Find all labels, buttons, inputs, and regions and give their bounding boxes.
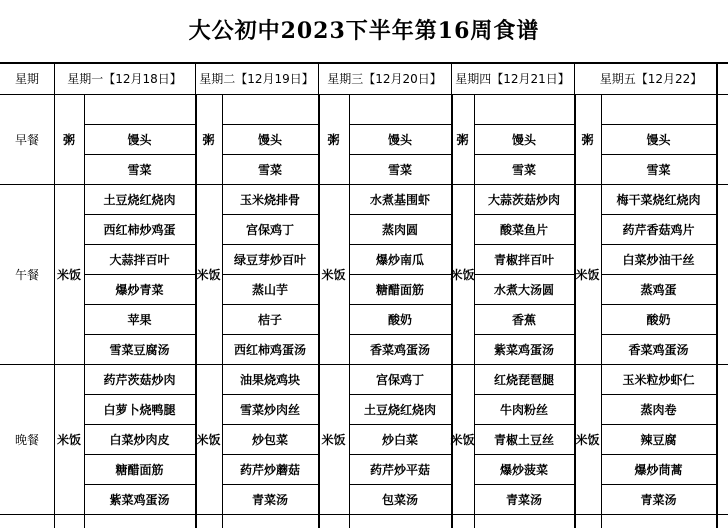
dish-cell: 玉米粒炒虾仁: [622, 372, 695, 387]
dish-cell: 馒头: [646, 132, 671, 147]
dish-cell: 大蒜茨菇炒肉: [487, 192, 560, 207]
dish-cell: 爆炒南瓜: [375, 252, 424, 267]
dish-cell: 油果烧鸡块: [239, 372, 300, 387]
dish-cell: 糖醋面筋: [115, 462, 164, 477]
dish-cell: 绿豆芽炒百叶: [233, 252, 306, 267]
dish-cell: 青椒土豆丝: [493, 432, 554, 447]
staple-cell: 米饭: [575, 267, 600, 282]
grid-line: [0, 514, 728, 515]
dish-cell: 爆炒青菜: [115, 282, 164, 297]
header-day: 星期三【12月20日】: [327, 71, 442, 86]
dish-cell: 雪菜: [127, 162, 152, 177]
dish-cell: 馒头: [511, 132, 536, 147]
page-title: 大公初中2023下半年第16周食谱: [188, 18, 540, 44]
staple-cell: 粥: [202, 132, 215, 147]
dish-cell: 辣豆腐: [640, 432, 677, 447]
dish-cell: 药芹茨菇炒肉: [103, 372, 176, 387]
dish-cell: 酸奶: [387, 312, 412, 327]
dish-cell: 红烧琵琶腿: [493, 372, 554, 387]
dish-cell: 玉米烧排骨: [239, 192, 300, 207]
dish-cell: 爆炒菠菜: [499, 462, 548, 477]
dish-cell: 馒头: [257, 132, 282, 147]
dish-cell: 雪菜: [511, 162, 536, 177]
staple-cell: 米饭: [56, 267, 81, 282]
dish-cell: 香蕉: [511, 312, 536, 327]
dish-cell: 包菜汤: [381, 492, 418, 507]
header-day: 星期二【12月19日】: [199, 71, 314, 86]
dish-cell: 雪菜: [646, 162, 671, 177]
dish-cell: 药芹炒平菇: [369, 462, 430, 477]
dish-cell: 炒包菜: [251, 432, 288, 447]
staple-cell: 粥: [456, 132, 469, 147]
dish-cell: [349, 94, 451, 124]
dish-cell: 水煮大汤圆: [493, 282, 554, 297]
dish-cell: [222, 94, 318, 124]
meal-label-0: 早餐: [14, 132, 39, 147]
dish-cell: 雪菜炒肉丝: [239, 402, 300, 417]
dish-cell: 酸菜鱼片: [499, 222, 548, 237]
staple-cell: 米饭: [321, 432, 346, 447]
grid-line: [0, 62, 728, 64]
header-day: 星期一【12月18日】: [67, 71, 182, 86]
dish-cell: 青椒拌百叶: [493, 252, 554, 267]
dish-cell: 香菜鸡蛋汤: [369, 342, 430, 357]
dish-cell: 宫保鸡丁: [245, 222, 294, 237]
dish-cell: 雪菜豆腐汤: [109, 342, 170, 357]
dish-cell: 药芹炒蘑菇: [239, 462, 300, 477]
dish-cell: 桔子: [257, 312, 282, 327]
staple-cell: 米饭: [196, 267, 221, 282]
dish-cell: 苹果: [127, 312, 152, 327]
dish-cell: 梅干菜烧红烧肉: [616, 192, 701, 207]
staple-cell: 粥: [327, 132, 340, 147]
dish-cell: 宫保鸡丁: [375, 372, 424, 387]
meal-label-2: 晚餐: [14, 432, 39, 447]
dish-cell: 牛肉粉丝: [499, 402, 548, 417]
staple-cell: 米饭: [321, 267, 346, 282]
dish-cell: 雪菜: [387, 162, 412, 177]
dish-cell: 白菜炒油干丝: [622, 252, 695, 267]
grid-line: [716, 62, 718, 528]
dish-cell: 爆炒茼蒿: [634, 462, 683, 477]
dish-cell: [601, 94, 716, 124]
dish-cell: 雪菜: [257, 162, 282, 177]
dish-cell: 糖醋面筋: [375, 282, 424, 297]
dish-cell: 馒头: [387, 132, 412, 147]
dish-cell: 白菜炒肉皮: [109, 432, 170, 447]
dish-cell: 蒸肉卷: [640, 402, 677, 417]
dish-cell: 酸奶: [646, 312, 671, 327]
dish-cell: [84, 94, 195, 124]
dish-cell: 馒头: [127, 132, 152, 147]
dish-cell: 土豆烧红烧肉: [363, 402, 436, 417]
staple-cell: 米饭: [450, 432, 475, 447]
dish-cell: 蒸鸡蛋: [640, 282, 677, 297]
header-period-label: 星期: [14, 71, 39, 86]
dish-cell: 青菜汤: [640, 492, 677, 507]
dish-cell: 西红柿鸡蛋汤: [233, 342, 306, 357]
dish-cell: 香菜鸡蛋汤: [628, 342, 689, 357]
staple-cell: 粥: [581, 132, 594, 147]
meal-label-1: 午餐: [14, 267, 39, 282]
staple-cell: 米饭: [450, 267, 475, 282]
staple-cell: 粥: [62, 132, 75, 147]
dish-cell: 大蒜拌百叶: [109, 252, 170, 267]
dish-cell: 白萝卜烧鸭腿: [103, 402, 176, 417]
staple-cell: 米饭: [56, 432, 81, 447]
dish-cell: 青菜汤: [251, 492, 288, 507]
dish-cell: 紫菜鸡蛋汤: [493, 342, 554, 357]
header-day: 星期四【12月21日】: [455, 71, 570, 86]
dish-cell: 青菜汤: [505, 492, 542, 507]
staple-cell: 米饭: [575, 432, 600, 447]
dish-cell: 紫菜鸡蛋汤: [109, 492, 170, 507]
dish-cell: 水煮基围虾: [369, 192, 430, 207]
dish-cell: 蒸肉圆: [381, 222, 418, 237]
dish-cell: 炒白菜: [381, 432, 418, 447]
dish-cell: 蒸山芋: [251, 282, 288, 297]
staple-cell: 米饭: [196, 432, 221, 447]
dish-cell: 西红柿炒鸡蛋: [103, 222, 176, 237]
dish-cell: 药芹香菇鸡片: [622, 222, 695, 237]
dish-cell: [474, 94, 574, 124]
header-day: 星期五【12月22】: [599, 71, 703, 86]
dish-cell: 土豆烧红烧肉: [103, 192, 176, 207]
